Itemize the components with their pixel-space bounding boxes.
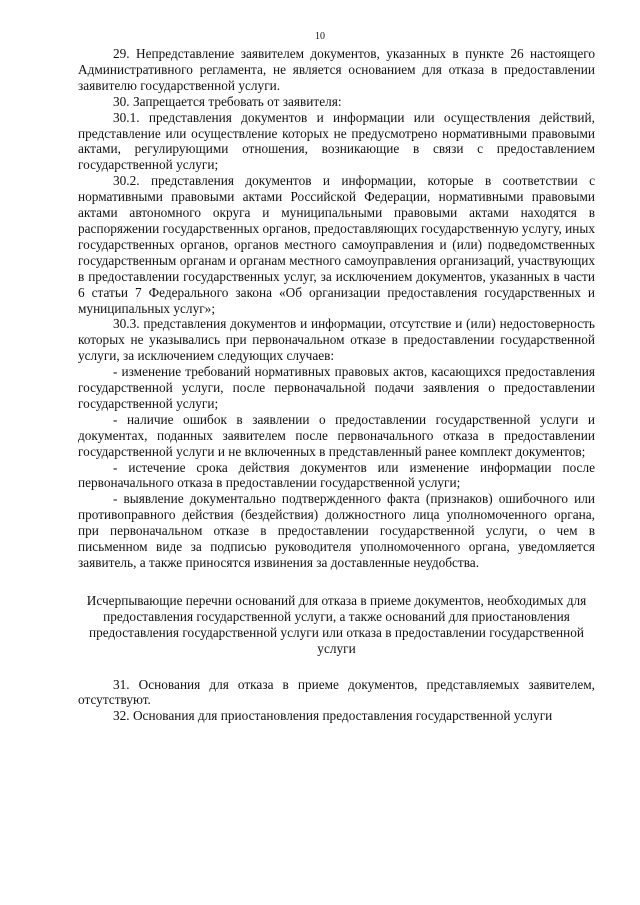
paragraph-32: 32. Основания для приостановления предоставления государственной услуги [113,708,553,724]
list-item-official-error: - выявление документально подтвержденного факта (признаков) ошибочного или противоправного действия (бездействия) должностного лица уполномоченного органа, при первоначальном отказе в предоставлении государственной услуги, о чем в письменном виде за подписью руководителя уполномоченного органа, уведомляется заявитель, а также приносятся извинения за доставленные неудобства. [78,491,595,570]
document-body [78,46,595,724]
page-number: 10 [315,31,325,42]
paragraph-29: 29. Непредставление заявителем документов, указанных в пункте 26 настоящего Административного регламента, не является основанием для отказа в предоставлении заявителю государственной услуги. [78,46,595,93]
paragraph-30: 30. Запрещается требовать от заявителя: [113,93,342,109]
list-item-requirements-change: - изменение требований нормативных правовых актов, касающихся предоставления государственной услуги, после первоначальной подачи заявления о предоставлении государственной услуги; [78,364,595,411]
list-item-application-errors: - наличие ошибок в заявлении о предоставлении государственной услуги и документах, поданных заявителем после первоначального отказа в предоставлении государственной услуги и не включенных в представленный ранее комплект документов; [78,411,595,459]
list-item-document-expiry: - истечение срока действия документов или изменение информации после первоначального отказа в предоставлении государственной услуги; [78,459,595,491]
paragraph-31: 31. Основания для отказа в приеме документов, представляемых заявителем, отсутствуют. [78,676,595,708]
paragraph-30-3: 30.3. представления документов и информации, отсутствие и (или) недостоверность которых не указывались при первоначальном отказе в предоставлении государственной услуги, за исключением следующих случаев: [78,316,595,364]
section-heading: Исчерпывающие перечни оснований для отказа в приеме документов, необходимых для предоставления государственной услуги, а также оснований для приостановления предоставления государственной услуги или отказа в предоставлении государственной услуги [86,592,587,656]
paragraph-30-2: 30.2. представления документов и информации, которые в соответствии с нормативными правовыми актами Российской Федерации, нормативными правовыми актами автономного округа и муниципальными правовыми актами находятся в распоряжении государственных органов, предоставляющих государственную услугу, иных государственных органов, органов местного самоуправления и (или) подведомственных государственным органам и органам местного самоуправления организаций, участвующих в предоставлении государственных услуг, за исключением документов, указанных в части 6 статьи 7 Федерального закона «Об организации предоставления государственных и муниципальных услуг»; [78,173,595,316]
paragraph-30-1: 30.1. представления документов и информации или осуществления действий, представление или осуществление которых не предусмотрено нормативными правовыми актами, регулирующими отношения, возникающие в связи с предоставлением государственной услуги; [78,109,595,173]
